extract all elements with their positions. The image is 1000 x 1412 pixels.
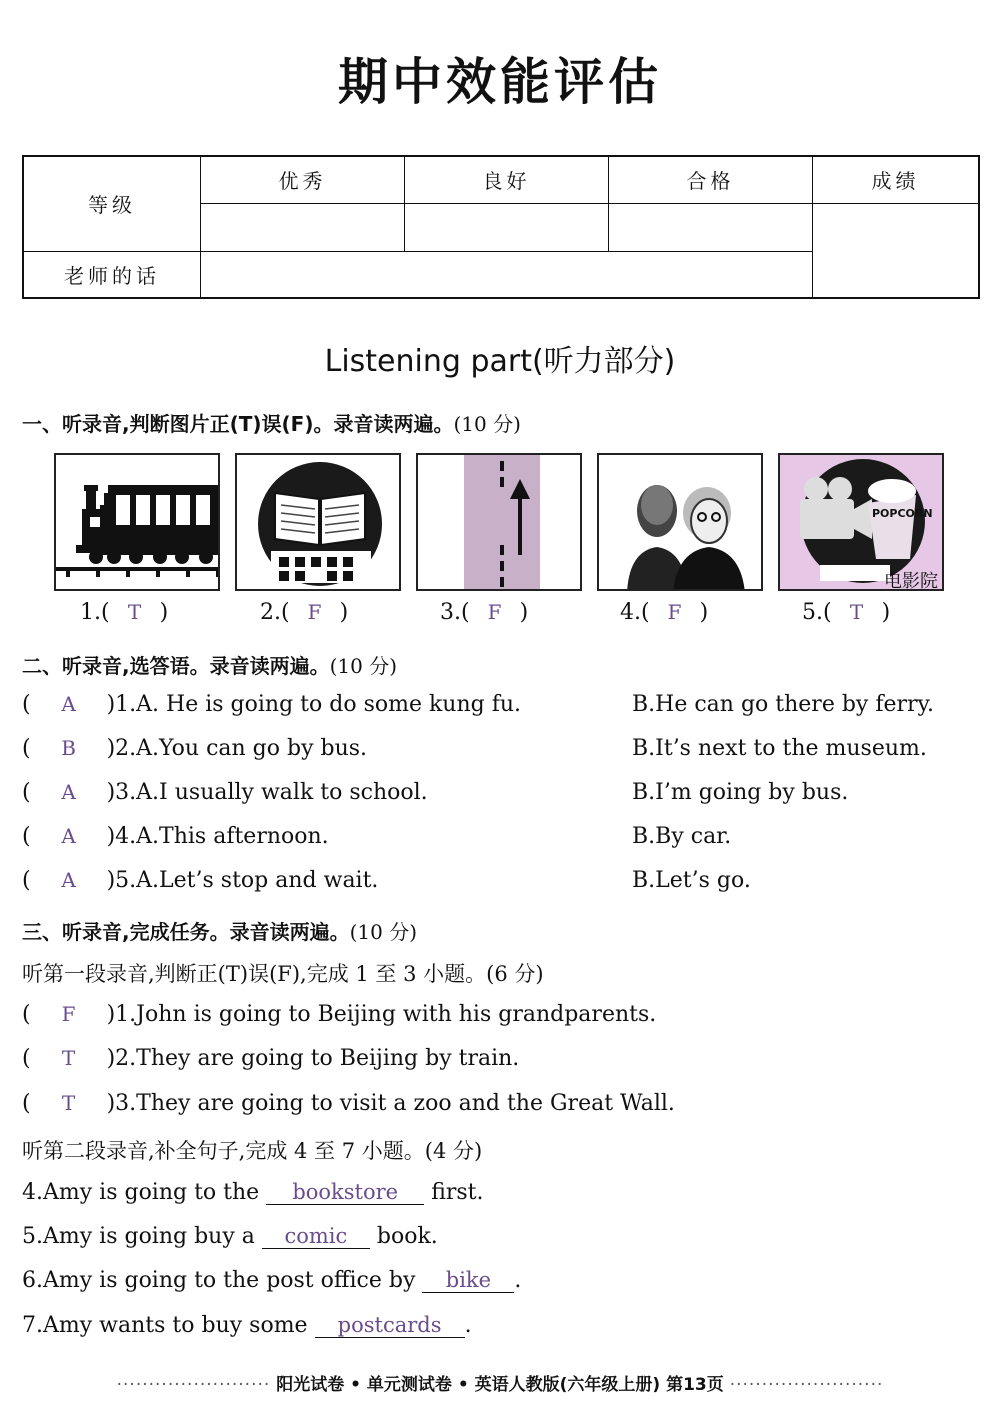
- teacher-comment-cell[interactable]: [201, 251, 813, 298]
- listening-title: Listening part(听力部分): [324, 344, 676, 379]
- s2-option-a-1: )1.A. He is going to do some kung fu.: [106, 692, 522, 717]
- s2-option-b-4: B.By car.: [632, 824, 732, 849]
- pic3-answer-value[interactable]: F: [487, 600, 502, 624]
- s3-fill-blank-4[interactable]: bookstore: [266, 1180, 424, 1205]
- s3-fill-before-5: 5.Amy is going buy a: [22, 1224, 255, 1249]
- good-header: 良好: [405, 156, 609, 203]
- s2-option-b-1: B.He can go there by ferry.: [632, 692, 935, 717]
- s3-fill-before-6: 6.Amy is going to the post office by: [22, 1268, 416, 1293]
- s3-tf-text-3: )3.They are going to visit a zoo and the Great Wall.: [106, 1091, 675, 1116]
- section1-points: (10 分): [453, 412, 521, 436]
- s2-option-b-2: B.It’s next to the museum.: [632, 736, 927, 761]
- pic5-num: 5.(: [802, 600, 832, 625]
- page-footer: [0, 1370, 1000, 1395]
- section1-heading-text: 一、听录音,判断图片正(T)误(F)。录音读两遍。: [22, 412, 454, 436]
- s3-fill-question-4: [22, 1180, 484, 1205]
- s2-question-1: ( A )1.A. He is going to do some kung fu.: [22, 692, 522, 717]
- s3-fill-after-4: first.: [431, 1180, 484, 1205]
- s3-part1-instruction: 听第一段录音,判断正(T)误(F),完成 1 至 3 小题。(6 分): [22, 962, 544, 986]
- footer-right-rule: ························: [729, 1375, 884, 1395]
- page-title: 期中效能评估: [338, 53, 662, 111]
- section2-heading-text: 二、听录音,选答语。录音读两遍。: [22, 654, 330, 678]
- pic4-num: 4.(: [620, 600, 650, 625]
- s2-option-a-3: )3.A.I usually walk to school.: [106, 780, 428, 805]
- s3-tf-answer-3[interactable]: T: [61, 1091, 76, 1115]
- s3-part2-instruction: 听第二段录音,补全句子,完成 4 至 7 小题。(4 分): [22, 1139, 483, 1163]
- s2-question-4: ( A )4.A.This afternoon.: [22, 824, 329, 849]
- s2-question-5: ( A )5.A.Let’s stop and wait.: [22, 868, 379, 893]
- section1-heading: [22, 408, 521, 437]
- s3-fill-after-6: .: [514, 1268, 522, 1293]
- s2-option-b-5: B.Let’s go.: [632, 868, 751, 893]
- s2-answer-5[interactable]: A: [61, 868, 76, 892]
- score-cell[interactable]: [813, 203, 980, 298]
- s3-fill-blank-5[interactable]: comic: [262, 1224, 370, 1249]
- section2-heading: [22, 650, 397, 679]
- pass-header: 合格: [609, 156, 813, 203]
- s3-fill-blank-7[interactable]: postcards: [315, 1313, 465, 1338]
- library-picture: [235, 453, 401, 591]
- pic1-answer: [80, 600, 168, 625]
- pic5-answer: [802, 600, 890, 625]
- pic2-num: 2.(: [260, 600, 290, 625]
- s2-option-a-2: )2.A.You can go by bus.: [106, 736, 368, 761]
- s2-question-3: ( A )3.A.I usually walk to school.: [22, 780, 428, 805]
- s3-tf-question-3: ( T )3.They are going to visit a zoo and the Great Wall.: [22, 1091, 675, 1116]
- s3-fill-before-4: 4.Amy is going to the: [22, 1180, 260, 1205]
- pic2-answer: [260, 600, 348, 625]
- footer-left-rule: ························: [116, 1375, 271, 1395]
- s3-tf-question-1: ( F )1.John is going to Beijing with his grandparents.: [22, 1002, 657, 1027]
- s3-tf-text-1: )1.John is going to Beijing with his grandparents.: [106, 1002, 657, 1027]
- section2-points: (10 分): [329, 654, 398, 678]
- pic1-answer-value[interactable]: T: [127, 600, 142, 624]
- pic1-close: ): [159, 600, 169, 625]
- score-header: 成绩: [813, 156, 980, 203]
- pic2-close: ): [339, 600, 349, 625]
- s3-tf-question-2: ( T )2.They are going to Beijing by train.: [22, 1046, 520, 1071]
- popcorn-label: POPCORN: [872, 507, 933, 520]
- s3-fill-question-7: [22, 1313, 472, 1338]
- train-picture: [54, 453, 220, 591]
- grade-table: [22, 155, 980, 299]
- pic5-answer-value[interactable]: T: [849, 600, 864, 624]
- s3-fill-after-7: .: [464, 1313, 472, 1338]
- s3-fill-before-7: 7.Amy wants to buy some: [22, 1313, 308, 1338]
- pic3-answer: [440, 600, 528, 625]
- pic3-num: 3.(: [440, 600, 470, 625]
- section3-heading-text: 三、听录音,完成任务。录音读两遍。: [22, 920, 350, 944]
- pic4-close: ): [699, 600, 709, 625]
- s2-answer-3[interactable]: A: [61, 780, 76, 804]
- good-cell[interactable]: [405, 203, 609, 251]
- excellent-header: 优秀: [201, 156, 405, 203]
- pic5-close: ): [881, 600, 891, 625]
- s3-fill-question-6: [22, 1268, 521, 1293]
- pic4-answer: [620, 600, 708, 625]
- section3-points: (10 分): [349, 920, 418, 944]
- excellent-cell[interactable]: [201, 203, 405, 251]
- footer-text: 阳光试卷 • 单元测试卷 • 英语人教版(六年级上册) 第13页: [276, 1375, 724, 1395]
- pic3-close: ): [519, 600, 529, 625]
- s2-option-a-5: )5.A.Let’s stop and wait.: [106, 868, 379, 893]
- pass-cell[interactable]: [609, 203, 813, 251]
- s3-tf-answer-2[interactable]: T: [61, 1046, 76, 1070]
- s3-tf-answer-1[interactable]: F: [61, 1002, 76, 1026]
- grandparents-picture: [597, 453, 763, 591]
- s3-fill-blank-6[interactable]: bike: [422, 1268, 514, 1293]
- level-label: 等级: [23, 156, 201, 251]
- s3-fill-question-5: [22, 1224, 438, 1249]
- s2-answer-4[interactable]: A: [61, 824, 76, 848]
- pic1-num: 1.(: [80, 600, 110, 625]
- cinema-picture: [778, 453, 944, 591]
- s2-answer-1[interactable]: A: [61, 692, 76, 716]
- road-arrow-picture: [416, 453, 582, 591]
- s2-question-2: ( B )2.A.You can go by bus.: [22, 736, 368, 761]
- s2-option-b-3: B.I’m going by bus.: [632, 780, 849, 805]
- pic2-answer-value[interactable]: F: [307, 600, 322, 624]
- s2-option-a-4: )4.A.This afternoon.: [106, 824, 329, 849]
- section3-heading: [22, 916, 417, 945]
- s3-tf-text-2: )2.They are going to Beijing by train.: [106, 1046, 520, 1071]
- cinema-label: 电影院: [884, 571, 938, 591]
- pic4-answer-value[interactable]: F: [667, 600, 682, 624]
- teacher-comment-label: 老师的话: [23, 251, 201, 298]
- s2-answer-2[interactable]: B: [61, 736, 76, 760]
- s3-fill-after-5: book.: [376, 1224, 438, 1249]
